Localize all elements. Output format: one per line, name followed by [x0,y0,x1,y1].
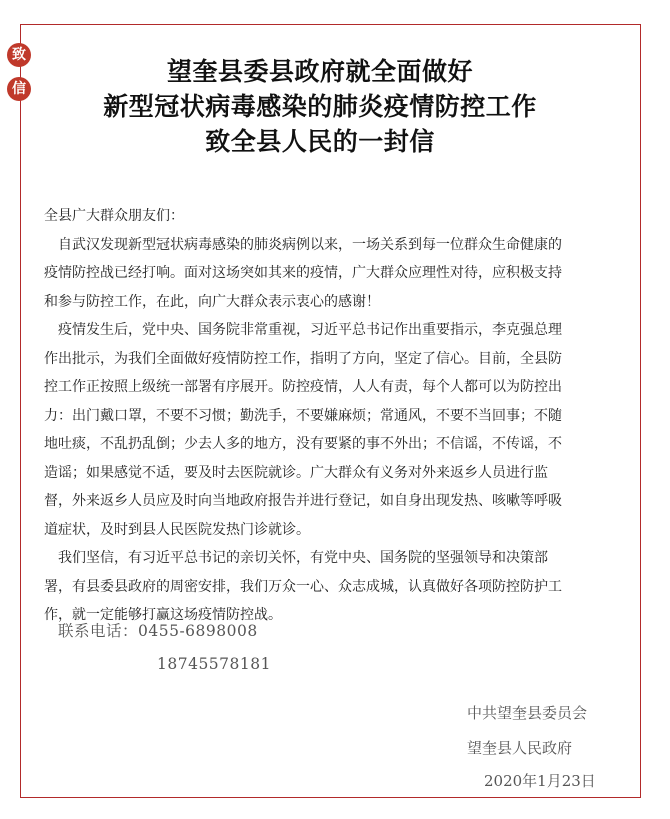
letter-title-line-3: 致全县人民的一封信 [205,127,435,156]
signature-date: 2020年1月23日 [484,772,596,790]
letter-body [44,202,632,630]
seal-character-xin: 信 [7,77,31,101]
body-line: 署，有县委县政府的周密安排，我们万众一心、众志成城，认真做好各项防控防护工 [44,578,562,595]
body-line: 疫情发生后，党中央、国务院非常重视，习近平总书记作出重要指示，李克强总理 [44,322,562,338]
signature-county-government: 望奎县人民政府 [467,739,573,757]
letter-title-line-1: 望奎县委县政府就全面做好 [166,57,473,86]
body-line: 力：出门戴口罩，不要不习惯；勤洗手，不要嫌麻烦；常通风，不要不当回事；不随 [44,407,562,424]
body-line: 地吐痰，不乱扔乱倒；少去人多的地方，没有要紧的事不外出；不信谣，不传谣，不 [44,436,562,452]
body-line: 督，外来返乡人员应及时向当地政府报告并进行登记，如自身出现发热、咳嗽等呼吸 [44,493,562,509]
body-line: 疫情防控战已经打响。面对这场突如其来的疫情，广大群众应理性对待，应积极支持 [44,265,562,281]
contact-phone-secondary: 18745578181 [157,655,271,673]
body-line: 和参与防控工作，在此，向广大群众表示衷心的感谢！ [44,293,380,310]
body-line: 我们坚信，有习近平总书记的亲切关怀，有党中央、国务院的坚强领导和决策部 [44,550,548,566]
body-line: 自武汉发现新型冠状病毒感染的肺炎病例以来，一场关系到每一位群众生命健康的 [44,236,562,253]
salutation: 全县广大群众朋友们： [44,208,184,224]
seal-character-zhi: 致 [7,43,31,67]
body-line: 控工作正按照上级统一部署有序展开。防控疫情，人人有责，每个人都可以为防控出 [44,379,562,395]
body-line: 作出批示，为我们全面做好疫情防控工作，指明了方向，坚定了信心。目前，全县防 [44,350,562,367]
body-line: 造谣；如果感觉不适，要及时去医院就诊。广大群众有义务对外来返乡人员进行监 [44,464,548,481]
body-line: 作，就一定能够打赢这场疫情防控战。 [44,607,282,623]
body-line: 道症状，及时到县人民医院发热门诊就诊。 [44,521,310,538]
signature-party-committee: 中共望奎县委员会 [467,704,588,722]
letter-title-line-2: 新型冠状病毒感染的肺炎疫情防控工作 [103,92,537,121]
contact-phone-line: 联系电话：0455-6898008 [58,622,258,640]
